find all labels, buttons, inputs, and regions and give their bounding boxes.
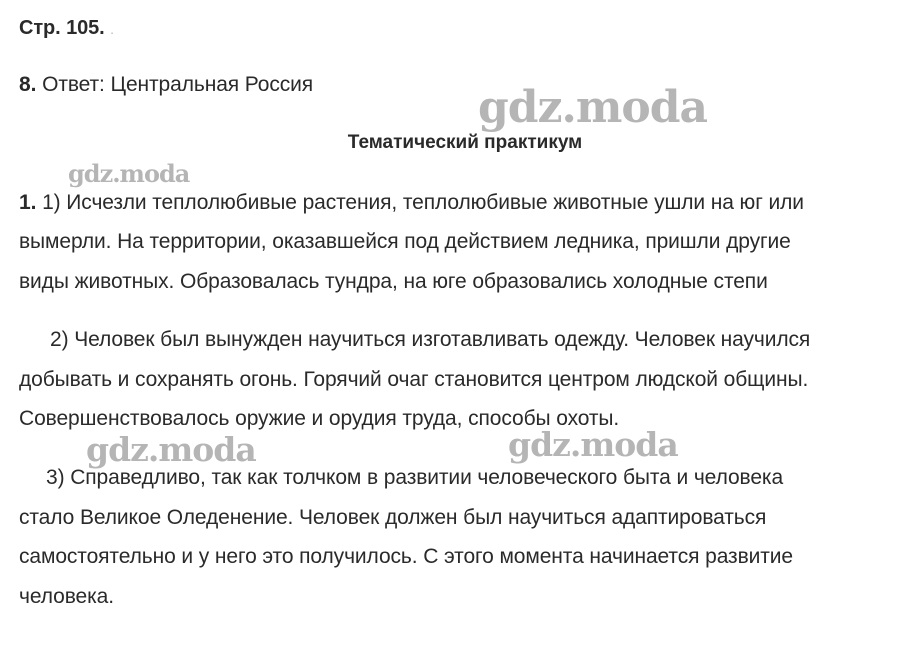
watermark-left: gdz.moda: [86, 430, 256, 469]
task1-part3-line4: человека.: [19, 585, 114, 608]
page-number-header: [19, 16, 114, 41]
task1-part3-line1: 3) Справедливо, так как толчком в развитии человеческого быта и человека: [46, 466, 784, 489]
header-dot: .: [110, 21, 114, 37]
answer-8: [19, 73, 313, 97]
watermark-top: gdz.moda: [478, 82, 708, 133]
answer-8-text: Ответ: Центральная Россия: [42, 73, 314, 96]
task1-part1-text-1: 1) Исчезли теплолюбивые растения, теплолюбивые животные ушли на юг или: [42, 191, 804, 214]
page-number-label: Стр. 105.: [19, 17, 105, 39]
task1-number: 1.: [19, 191, 37, 214]
watermark-right: gdz.moda: [508, 425, 678, 464]
task1-part1-line2: вымерли. На территории, оказавшейся под действием ледника, пришли другие: [19, 230, 791, 253]
task1-part1-line1: [19, 191, 804, 215]
answer-8-number: 8.: [19, 73, 37, 96]
task1-part1-line3: виды животных. Образовалась тундра, на юге образовались холодные степи: [19, 270, 768, 293]
task1-part3-line3: самостоятельно и у него это получилось. С этого момента начинается развитие: [19, 545, 793, 568]
watermark-small: gdz.moda: [68, 159, 190, 188]
task1-part2-line2: добывать и сохранять огонь. Горячий очаг становится центром людской общины.: [19, 368, 809, 391]
task1-part2-line1: 2) Человек был вынужден научиться изготавливать одежду. Человек научился: [50, 328, 811, 351]
task1-part3-line2: стало Великое Оледенение. Человек должен был научиться адаптироваться: [19, 506, 767, 529]
section-title: Тематический практикум: [347, 132, 583, 153]
task1-part2-line3: Совершенствовалось оружие и орудия труда, способы охоты.: [19, 407, 620, 430]
